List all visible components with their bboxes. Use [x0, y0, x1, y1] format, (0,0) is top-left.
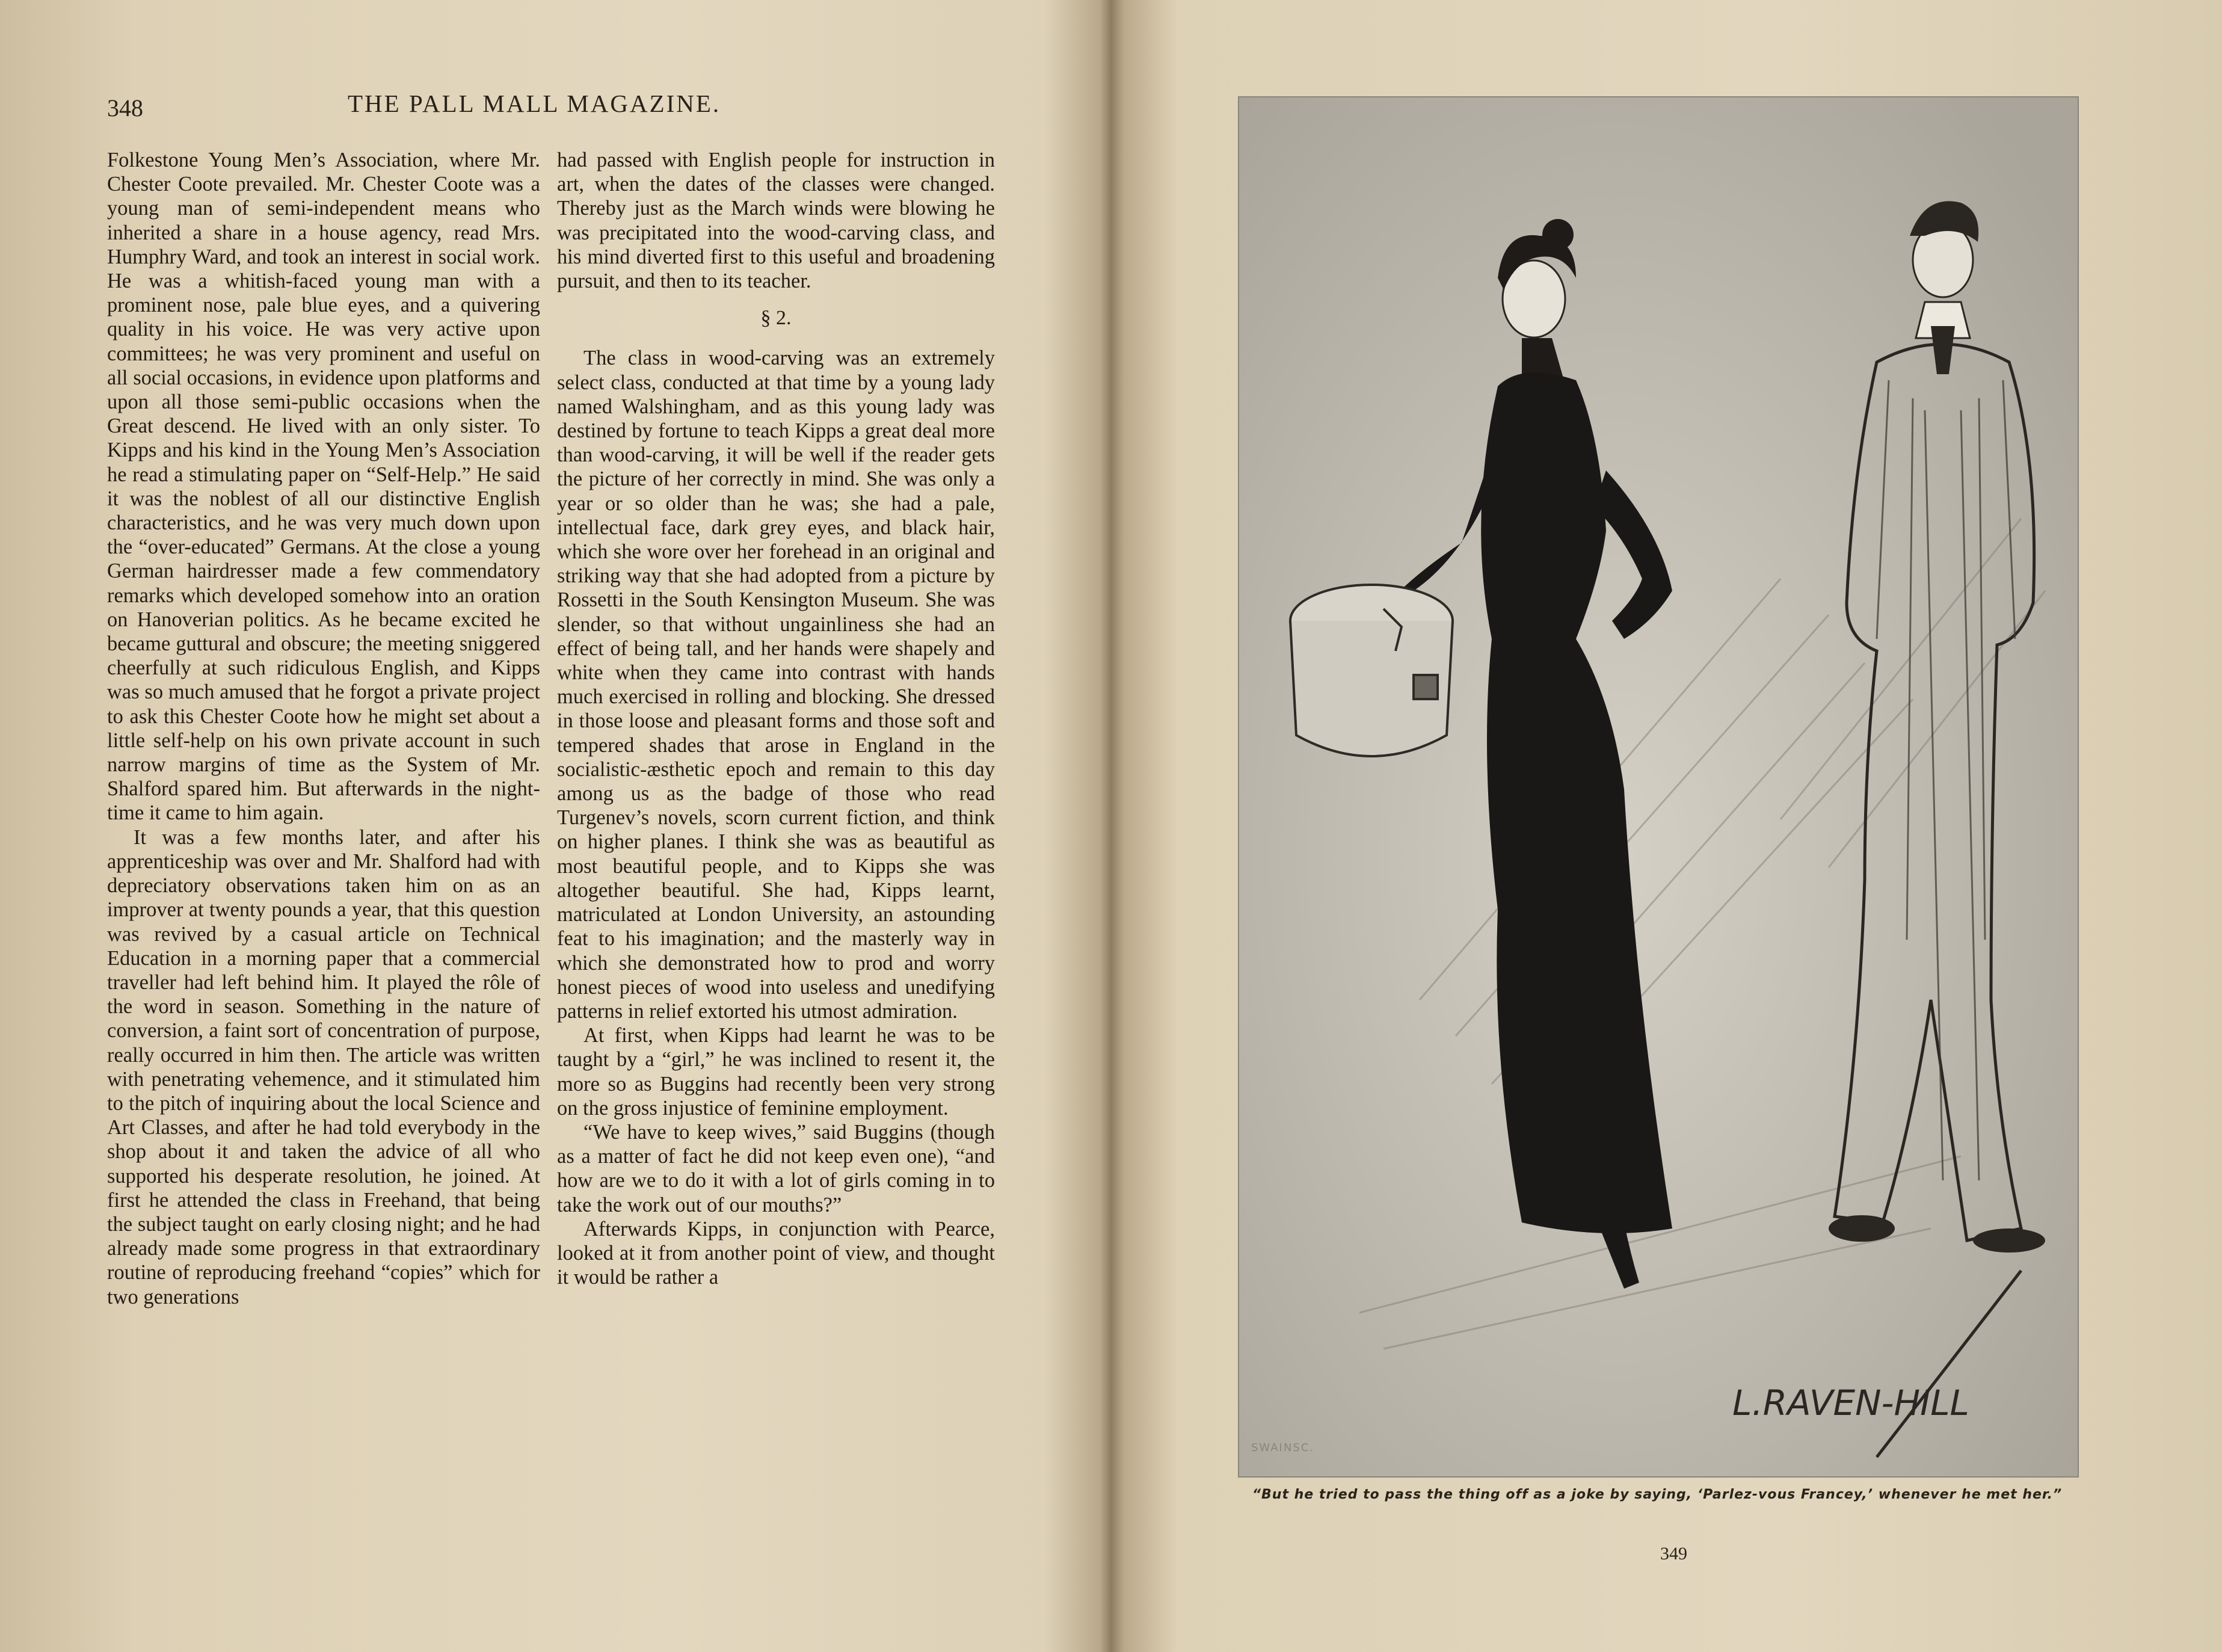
paragraph: Folkestone Young Men’s Association, where Mr. Chester Coote prevailed. Mr. Chester Coote was a young man of semi-independent means who inherited a share in a house agency, read Mrs. Humphry Ward, and took an interest in social work. He was a whitish-faced young man with a prominent nose, pale blue eyes, and a quivering quality in his voice. He was very active upon committees; he was very prominent and useful on all social occasions, in evidence upon platforms and upon all those semi-public occasions when the Great descend. He lived with an only sister. To Kipps and his kind in the Young Men’s Association he read a stimulating paper on “Self-Help.” He said it was the noblest of all our distinctive English characteristics, and he was very much down upon the “over-educated” Germans. At the close a young German hairdresser made a few commendatory remarks which developed somehow into an oration on Hanoverian politics. As he became excited he became guttural and obscure; the meeting sniggered cheerfully at such ridiculous English, and Kipps was so much amused that he forgot a private project to ask this Chester Coote how he might set about a little self-help on his own private account in such narrow margins of time as the System of Mr. Shalford spared him. But afterwards in the night-time it came to him again.	[107, 149, 540, 825]
paragraph: It was a few months later, and after his apprenticeship was over and Mr. Shalford had with depreciatory observations taken him on as an improver at twenty pounds a year, that this question was revived by a casual article on Technical Education in a morning paper that a commercial traveller had left behind him. It played the rôle of the word in season. Something in the nature of conversion, a faint sort of concentration of purpose, really occurred in him then. The article was written with penetrating vehemence, and it stimulated him to the pitch of inquiring about the local Science and Art Classes, and after he had told everybody in the shop about it and taken the advice of all who supported his desperate resolution, he joined. At first he attended the class in Freehand, that being the subject taught on early closing night; and he had already made some progress in that extraordinary routine of reproducing freehand “copies” which for two generations	[107, 825, 540, 1308]
engraver-mark: SWAINSC.	[1251, 1441, 1315, 1454]
paragraph: Afterwards Kipps, in conjunction with Pearce, looked at it from another point of view, and thought it would be rather a	[557, 1217, 995, 1289]
running-head	[107, 89, 1015, 131]
paragraph: At first, when Kipps had learnt he was to be taught by a “girl,” he was inclined to resent it, the more so as Buggins had recently been very strong on the gross injustice of feminine employment.	[557, 1024, 995, 1120]
section-heading: § 2.	[760, 307, 792, 330]
magazine-title: THE PALL MALL MAGAZINE.	[348, 90, 721, 117]
illustration-caption: “But he tried to pass the thing off as a joke by saying, ‘Parlez-vous Francey,’ whenever he met her.”	[1252, 1487, 2063, 1502]
artist-signature: L.RAVEN-HILL	[1732, 1382, 1969, 1423]
hatbox	[1290, 585, 1453, 756]
illustration-drawing	[1239, 97, 2078, 1476]
page-number-right: 349	[1660, 1544, 1687, 1564]
paragraph: “We have to keep wives,” said Buggins (though as a matter of fact he did not keep even one), “and how are we to do it with a lot of girls coming in to take the work out of our mouths?”	[557, 1120, 995, 1216]
text-column-2	[557, 148, 995, 1289]
illustration	[1238, 96, 2079, 1478]
page-number-left: 348	[107, 94, 143, 122]
text-column-1	[107, 148, 540, 1309]
paragraph: had passed with English people for instruction in art, when the dates of the classes were changed. Thereby just as the March winds were blowing he was precipitated into the wood-carving class, and his mind diverted first to this useful and broadening pursuit, and then to its teacher.	[557, 149, 995, 293]
left-page	[0, 0, 1101, 1652]
paragraph: The class in wood-carving was an extremely select class, conducted at that time by a young lady named Walshingham, and as this young lady was destined by fortune to teach Kipps a great deal more than wood-carving, it will be well if the reader gets the picture of her correctly in mind. She was only a year or so older than he was; she had a pale, intellectual face, dark grey eyes, and black hair, which she wore over her forehead in an original and striking way that she had adopted from a picture by Rossetti in the South Kensington Museum. She was slender, so that without ungainliness she had an effect of being tall, and her hands were shapely and white when they came into contrast with hands much exercised in rolling and blocking. She dressed in those loose and pleasant forms and those soft and tempered shades that arose in England in the socialistic-æsthetic epoch and remain to this day among us as the badge of those who read Turgenev’s novels, scorn current fiction, and think on higher planes. I think she was as beautiful as most beautiful people, and to Kipps she was altogether beautiful. She had, Kipps learnt, matriculated at London University, an astounding feat to his imagination; and the masterly way in which she demonstrated how to prod and worry honest pieces of wood into useless and unedifying patterns in relief extorted his utmost admiration.	[557, 347, 995, 1023]
